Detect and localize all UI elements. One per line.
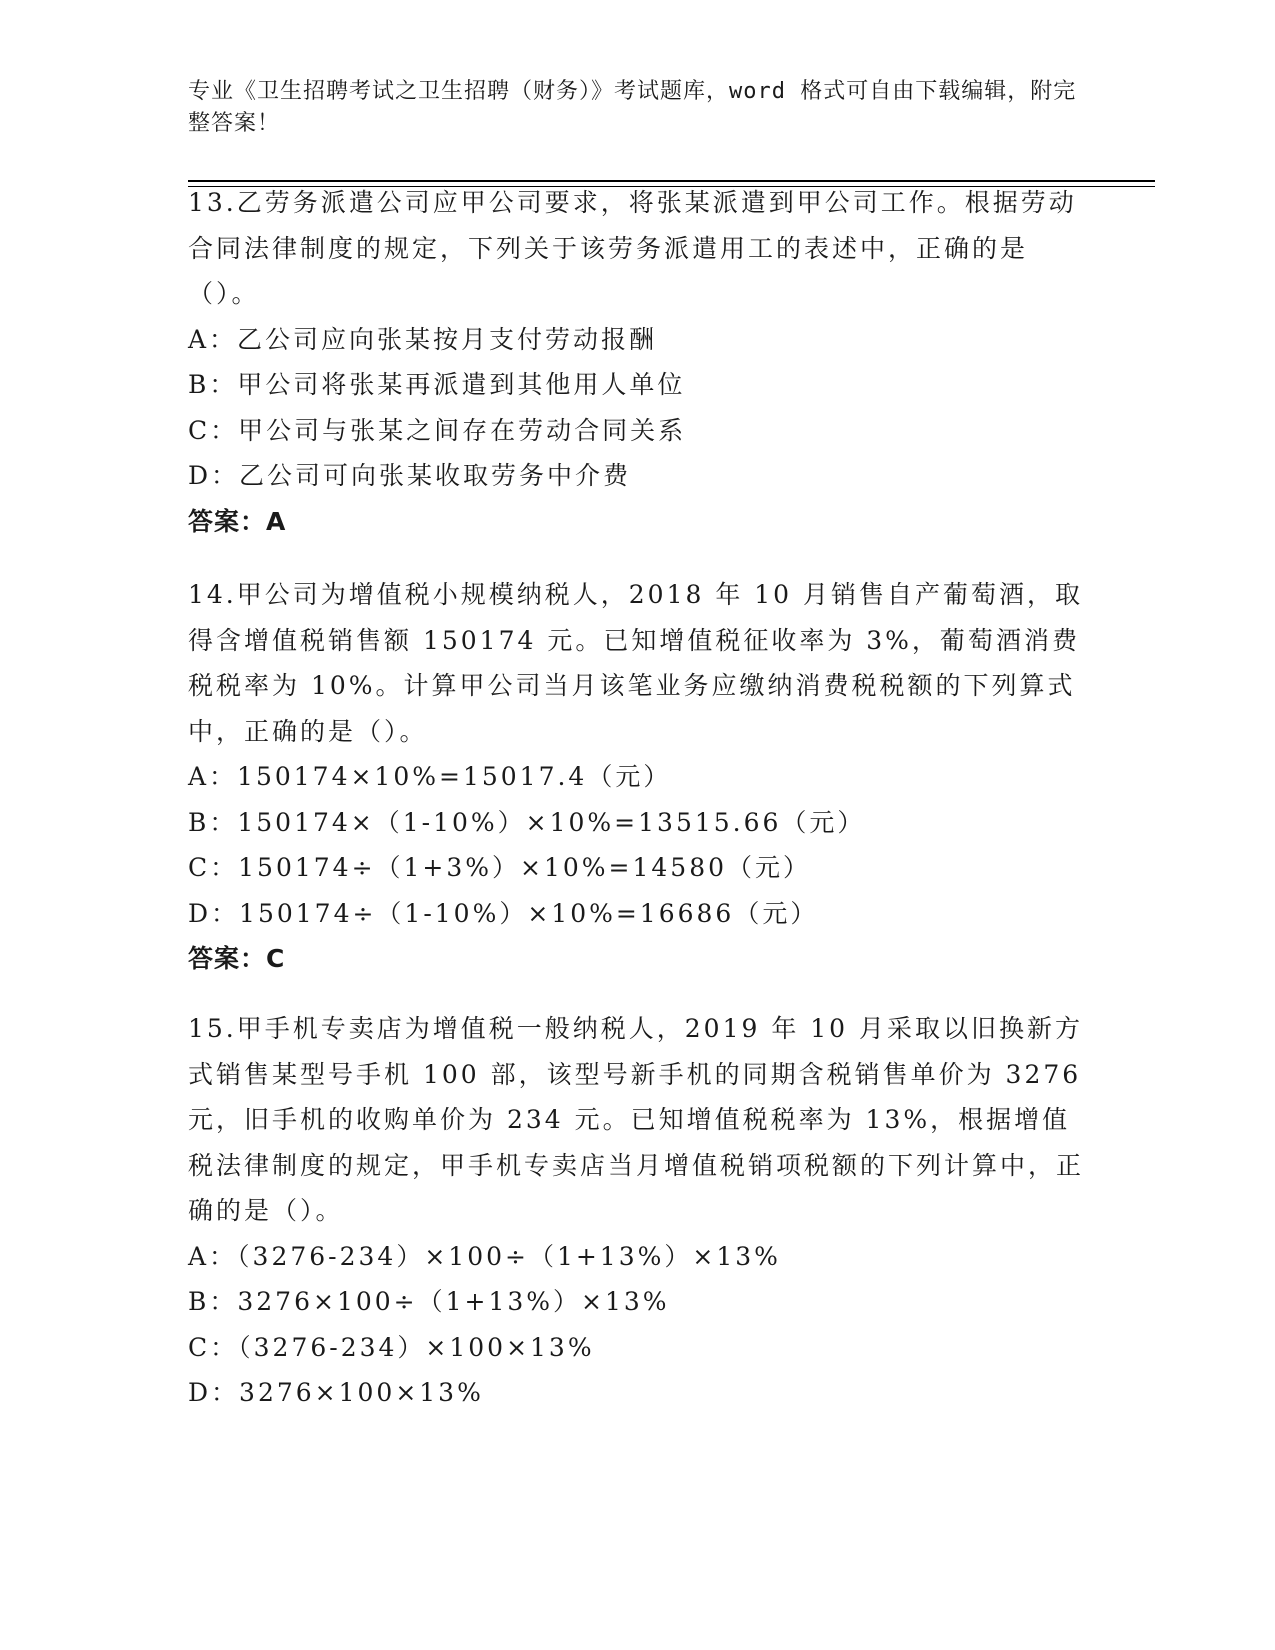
question-14-option-c: C：150174÷（1+3%）×10%=14580（元） xyxy=(188,853,812,882)
question-13-option-c: C：甲公司与张某之间存在劳动合同关系 xyxy=(188,415,687,445)
question-15-option-b: B：3276×100÷（1+13%）×13% xyxy=(188,1287,670,1316)
question-14-option-b: B：150174×（1-10%）×10%=13515.66（元） xyxy=(188,807,866,837)
question-13-stem: 13.乙劳务派遣公司应甲公司要求，将张某派遣到甲公司工作。根据劳动合同法律制度的规定，下列关于该劳务派遣用工的表述中，正确的是（）。 xyxy=(188,188,1077,308)
question-13-option-d: D：乙公司可向张某收取劳务中介费 xyxy=(188,461,632,490)
question-15-option-c: C：（3276-234）×100×13% xyxy=(188,1332,595,1362)
question-15 xyxy=(188,1006,1088,1416)
question-13-option-a: A：乙公司应向张某按月支付劳动报酬 xyxy=(188,324,658,354)
question-14-answer: 答案：C xyxy=(188,944,286,973)
question-14-option-a: A：150174×10%=15017.4（元） xyxy=(188,762,672,791)
question-15-stem: 15.甲手机专卖店为增值税一般纳税人，2019 年 10 月采取以旧换新方式销售某型号手机 100 部，该型号新手机的同期含税销售单价为 3276 元，旧手机的收购单价为 234 元。已知增值税税率为 13%，根据增值税法律制度的规定，甲手机专卖店当月增值税销项税额的下列计算中，正确的是（）。 xyxy=(188,1014,1085,1225)
question-14-option-d: D：150174÷（1-10%）×10%=16686（元） xyxy=(188,898,819,928)
question-13-answer: 答案：A xyxy=(188,506,287,536)
question-13 xyxy=(188,180,1088,545)
question-15-option-d: D：3276×100×13% xyxy=(188,1378,484,1407)
question-13-option-b: B：甲公司将张某再派遣到其他用人单位 xyxy=(188,370,686,399)
document-header: 专业《卫生招聘考试之卫生招聘（财务）》考试题库，word 格式可自由下载编辑，附完整答案！ xyxy=(188,79,1077,136)
question-14 xyxy=(188,572,1088,982)
question-15-option-a: A：（3276-234）×100÷（1+13%）×13% xyxy=(188,1241,781,1271)
question-14-stem: 14.甲公司为增值税小规模纳税人，2018 年 10 月销售自产葡萄酒，取得含增值税销售额 150174 元。已知增值税征收率为 3%，葡萄酒消费税税率为 10%。计算甲公司当月该笔业务应缴纳消费税税额的下列算式中，正确的是（）。 xyxy=(188,580,1084,746)
